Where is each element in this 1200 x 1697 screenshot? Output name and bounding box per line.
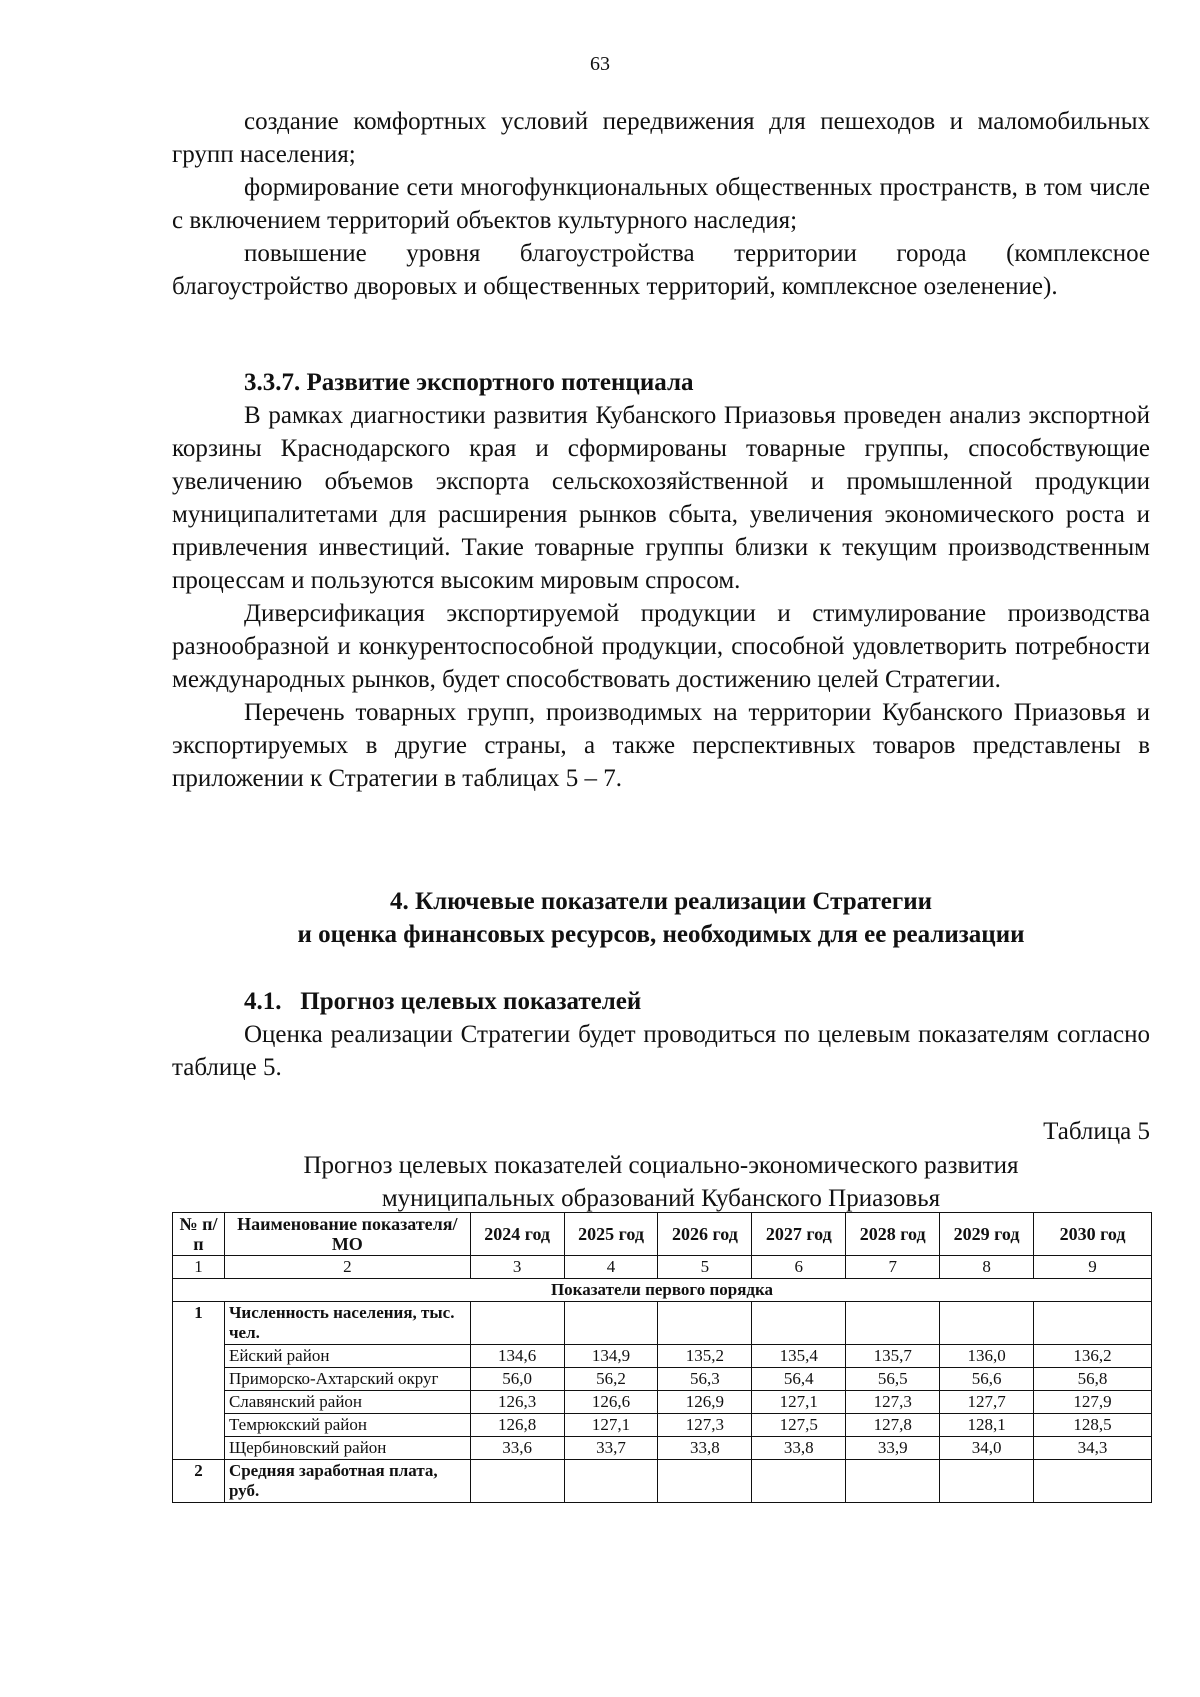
value-cell: 56,4: [752, 1368, 846, 1391]
empty-cell: [752, 1302, 846, 1345]
column-number: 8: [940, 1256, 1034, 1279]
empty-cell: [846, 1302, 940, 1345]
header-year: 2026 год: [658, 1213, 752, 1256]
column-number: 2: [224, 1256, 470, 1279]
table-row: [173, 1437, 1152, 1460]
section-heading: 3.3.7. Развитие экспортного потенциала: [244, 369, 694, 396]
header-year: 2029 год: [940, 1213, 1034, 1256]
table-row: [173, 1345, 1152, 1368]
value-cell: 134,9: [564, 1345, 658, 1368]
column-number: 1: [173, 1256, 225, 1279]
forecast-table: [172, 1212, 1152, 1503]
column-number: 4: [564, 1256, 658, 1279]
page-number: 63: [590, 53, 610, 75]
value-cell: 127,9: [1034, 1391, 1152, 1414]
value-cell: 127,3: [658, 1414, 752, 1437]
intro-list: [172, 105, 1150, 303]
indicator-number: 2: [173, 1460, 225, 1503]
column-number: 7: [846, 1256, 940, 1279]
value-cell: 127,8: [846, 1414, 940, 1437]
header-year: 2024 год: [470, 1213, 564, 1256]
chapter-heading-line1: 4. Ключевые показатели реализации Стратегии: [389, 888, 933, 915]
value-cell: 33,8: [658, 1437, 752, 1460]
table-title-line2: муниципальных образований Кубанского Приазовья: [381, 1185, 941, 1212]
header-year: 2025 год: [564, 1213, 658, 1256]
value-cell: 34,0: [940, 1437, 1034, 1460]
empty-cell: [752, 1460, 846, 1503]
section-4-1: [172, 985, 1150, 1084]
column-number-row: [173, 1256, 1152, 1279]
header-name: Наименование показателя/МО: [224, 1213, 470, 1256]
value-cell: 56,0: [470, 1368, 564, 1391]
value-cell: 34,3: [1034, 1437, 1152, 1460]
value-cell: 127,5: [752, 1414, 846, 1437]
value-cell: 126,8: [470, 1414, 564, 1437]
value-cell: 56,5: [846, 1368, 940, 1391]
table-label: Таблица 5: [1043, 1118, 1150, 1145]
indicator-number: 1: [173, 1302, 225, 1460]
paragraph: создание комфортных условий передвижения для пешеходов и маломобильных групп населения;: [172, 108, 1150, 168]
paragraph: Перечень товарных групп, производимых на территории Кубанского Приазовья и экспортируемых в другие страны, а также перспективных товаров представлены в приложении к Стратегии в таблицах 5 – 7.: [172, 699, 1150, 792]
value-cell: 33,8: [752, 1437, 846, 1460]
paragraph: В рамках диагностики развития Кубанского Приазовья проведен анализ экспортной корзины Краснодарского края и сформированы товарные группы, способствующие увеличению объемов экспорта сельскохозяйственной и промышленной продукции муниципалитетами для расширения рынков сбыта, увеличения экономического роста и привлечения инвестиций. Такие товарные группы близки к текущим производственным процессам и пользуются высоким мировым спросом.: [172, 402, 1150, 594]
table-row: [173, 1368, 1152, 1391]
empty-cell: [564, 1460, 658, 1503]
section-title: Показатели первого порядка: [173, 1279, 1152, 1302]
value-cell: 56,3: [658, 1368, 752, 1391]
empty-cell: [658, 1460, 752, 1503]
column-number: 6: [752, 1256, 846, 1279]
header-year: 2028 год: [846, 1213, 940, 1256]
value-cell: 33,9: [846, 1437, 940, 1460]
table-row: [173, 1414, 1152, 1437]
table-body: [173, 1256, 1152, 1503]
section-3-3-7: [172, 366, 1150, 795]
value-cell: 127,1: [752, 1391, 846, 1414]
section-row: [173, 1279, 1152, 1302]
empty-cell: [564, 1302, 658, 1345]
municipality-name: Приморско-Ахтарский округ: [224, 1368, 470, 1391]
empty-cell: [846, 1460, 940, 1503]
paragraph: Оценка реализации Стратегии будет проводиться по целевым показателям согласно таблице 5.: [172, 1021, 1150, 1081]
column-number: 5: [658, 1256, 752, 1279]
value-cell: 134,6: [470, 1345, 564, 1368]
empty-cell: [470, 1302, 564, 1345]
value-cell: 128,5: [1034, 1414, 1152, 1437]
municipality-name: Ейский район: [224, 1345, 470, 1368]
value-cell: 135,2: [658, 1345, 752, 1368]
indicator-title: Средняя заработная плата, руб.: [224, 1460, 470, 1503]
value-cell: 33,6: [470, 1437, 564, 1460]
value-cell: 126,6: [564, 1391, 658, 1414]
empty-cell: [470, 1460, 564, 1503]
table-title: [172, 1149, 1150, 1215]
section-heading: 4.1. Прогноз целевых показателей: [244, 988, 642, 1015]
table-header-row: [173, 1213, 1152, 1256]
municipality-name: Славянский район: [224, 1391, 470, 1414]
header-year: 2030 год: [1034, 1213, 1152, 1256]
value-cell: 135,4: [752, 1345, 846, 1368]
value-cell: 127,3: [846, 1391, 940, 1414]
value-cell: 127,7: [940, 1391, 1034, 1414]
header-num: № п/п: [173, 1213, 225, 1256]
empty-cell: [940, 1302, 1034, 1345]
value-cell: 126,9: [658, 1391, 752, 1414]
value-cell: 136,0: [940, 1345, 1034, 1368]
indicator-title: Численность населения, тыс. чел.: [224, 1302, 470, 1345]
paragraph: формирование сети многофункциональных общественных пространств, в том числе с включением территорий объектов культурного наследия;: [172, 174, 1150, 234]
value-cell: 33,7: [564, 1437, 658, 1460]
paragraph: Диверсификация экспортируемой продукции и стимулирование производства разнообразной и конкурентоспособной продукции, способной удовлетворить потребности международных рынков, будет способствовать достижению целей Стратегии.: [172, 600, 1150, 693]
municipality-name: Щербиновский район: [224, 1437, 470, 1460]
empty-cell: [940, 1460, 1034, 1503]
empty-cell: [1034, 1460, 1152, 1503]
value-cell: 56,6: [940, 1368, 1034, 1391]
municipality-name: Темрюкский район: [224, 1414, 470, 1437]
indicator-row: [173, 1302, 1152, 1345]
column-number: 3: [470, 1256, 564, 1279]
value-cell: 128,1: [940, 1414, 1034, 1437]
table-title-line1: Прогноз целевых показателей социально-экономического развития: [303, 1152, 1019, 1179]
value-cell: 56,8: [1034, 1368, 1152, 1391]
indicator-row: [173, 1460, 1152, 1503]
paragraph: повышение уровня благоустройства территории города (комплексное благоустройство дворовых и общественных территорий, комплексное озеленение).: [172, 240, 1150, 300]
column-number: 9: [1034, 1256, 1152, 1279]
value-cell: 135,7: [846, 1345, 940, 1368]
value-cell: 126,3: [470, 1391, 564, 1414]
value-cell: 136,2: [1034, 1345, 1152, 1368]
empty-cell: [658, 1302, 752, 1345]
value-cell: 127,1: [564, 1414, 658, 1437]
header-year: 2027 год: [752, 1213, 846, 1256]
chapter-heading-line2: и оценка финансовых ресурсов, необходимых для ее реализации: [297, 921, 1025, 948]
section-4-heading: [172, 885, 1150, 951]
value-cell: 56,2: [564, 1368, 658, 1391]
table-row: [173, 1391, 1152, 1414]
empty-cell: [1034, 1302, 1152, 1345]
